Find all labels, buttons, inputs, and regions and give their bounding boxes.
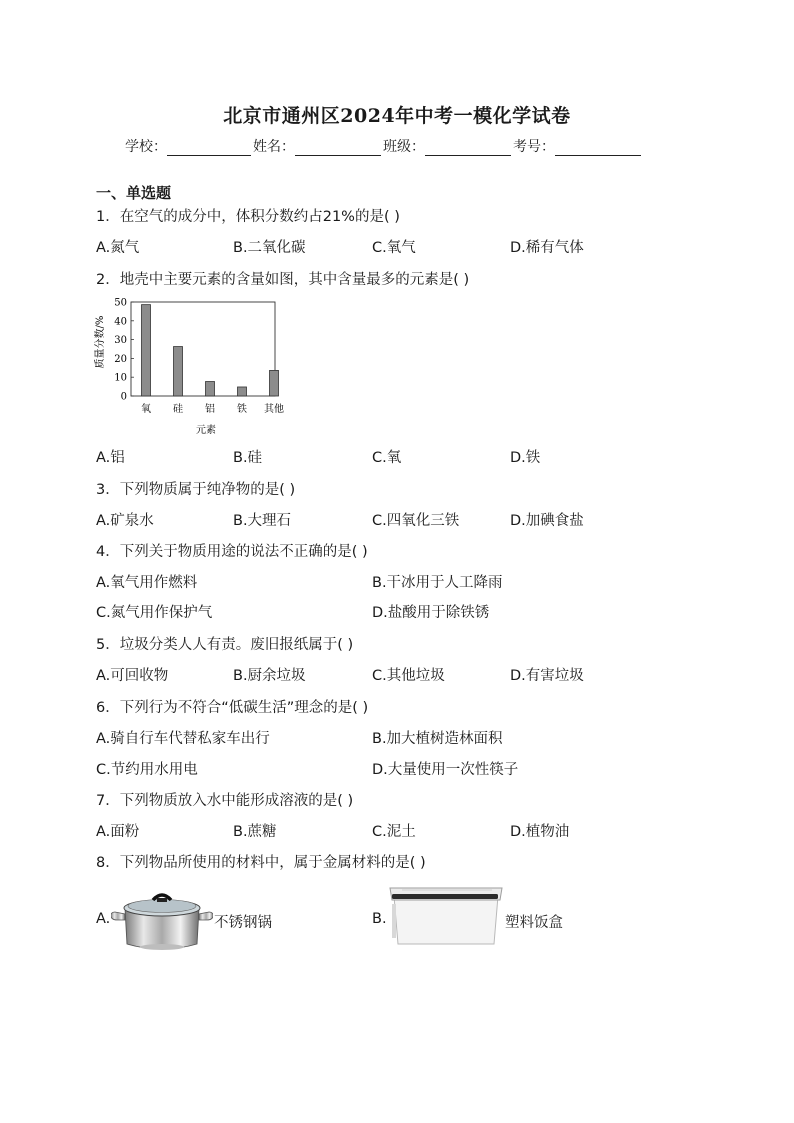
class-blank[interactable] [425,141,511,156]
y-tick-label: 20 [114,353,127,365]
chart-ylabel: 质量分数/% [95,315,106,369]
q5-option-b[interactable]: B.厨余垃圾 [233,668,306,684]
y-tick-label: 0 [120,391,127,403]
q5-option-c[interactable]: C.其他垃圾 [372,668,445,684]
q3-option-c[interactable]: C.四氧化三铁 [372,513,460,529]
exam-no-blank[interactable] [555,141,641,156]
q7-option-c[interactable]: C.泥土 [372,824,416,840]
y-tick-label: 10 [114,372,127,384]
q8-option-b-caption: 塑料饭盒 [505,915,563,931]
q5-option-d[interactable]: D.有害垃圾 [510,668,584,684]
name-blank[interactable] [295,141,381,156]
question-5-stem: 5．垃圾分类人人有责。废旧报纸属于( ) [96,637,354,653]
question-4-stem: 4．下列关于物质用途的说法不正确的是( ) [96,544,368,560]
plastic-lunchbox-image [388,882,504,948]
x-tick-label: 氧 [141,404,151,415]
question-8-stem: 8．下列物品所使用的材料中，属于金属材料的是( ) [96,855,426,871]
q4-option-a[interactable]: A.氧气用作燃料 [96,575,198,591]
q3-option-b[interactable]: B.大理石 [233,513,292,529]
question-2-stem: 2．地壳中主要元素的含量如图，其中含量最多的元素是( ) [96,272,470,288]
y-tick-label: 50 [114,297,127,309]
q4-option-b[interactable]: B.干冰用于人工降雨 [372,575,503,591]
q7-option-d[interactable]: D.植物油 [510,824,570,840]
q1-option-b[interactable]: B.二氧化碳 [233,240,306,256]
exam-title: 北京市通州区2024年中考一模化学试卷 [223,105,571,127]
y-tick-label: 30 [114,335,127,347]
q1-option-d[interactable]: D.稀有气体 [510,240,584,256]
q4-option-d[interactable]: D.盐酸用于除铁锈 [372,605,490,621]
stainless-pot-image [111,878,213,958]
bar-4 [270,370,279,396]
school-label: 学校： [125,139,167,155]
q8-option-a[interactable]: A. [96,911,111,927]
bar-2 [206,382,215,396]
question-7-stem: 7．下列物质放入水中能形成溶液的是( ) [96,793,354,809]
q3-option-a[interactable]: A.矿泉水 [96,513,154,529]
q2-option-c[interactable]: C.氧 [372,450,402,466]
name-label: 姓名： [253,139,295,155]
question-6-stem: 6．下列行为不符合“低碳生活”理念的是( ) [96,700,369,716]
x-tick-label: 铝 [205,404,215,415]
bar-0 [142,305,151,396]
q2-option-a[interactable]: A.铝 [96,450,125,466]
bar-3 [238,387,247,396]
x-tick-label: 其他 [264,404,284,415]
q6-option-d[interactable]: D.大量使用一次性筷子 [372,762,519,778]
q4-option-c[interactable]: C.氮气用作保护气 [96,605,213,621]
chart-x-ticks [141,402,284,415]
element-content-chart [90,292,290,440]
q6-option-a[interactable]: A.骑自行车代替私家车出行 [96,731,270,747]
y-tick-label: 40 [114,316,127,328]
q7-option-a[interactable]: A.面粉 [96,824,140,840]
q8-option-b[interactable]: B. [372,911,387,927]
question-3-stem: 3．下列物质属于纯净物的是( ) [96,482,296,498]
school-blank[interactable] [167,141,251,156]
exam-no-label: 考号： [513,139,555,155]
q6-option-b[interactable]: B.加大植树造林面积 [372,731,503,747]
q2-option-b[interactable]: B.硅 [233,450,263,466]
q1-option-a[interactable]: A.氮气 [96,240,140,256]
chart-axes [131,302,275,396]
chart-frame [131,302,275,396]
x-tick-label: 铁 [237,404,247,415]
q2-option-d[interactable]: D.铁 [510,450,541,466]
chart-xlabel: 元素 [196,425,216,436]
class-label: 班级： [383,139,425,155]
q8-option-a-caption: 不锈钢锅 [214,915,272,931]
q7-option-b[interactable]: B.蔗糖 [233,824,277,840]
q1-option-c[interactable]: C.氧气 [372,240,416,256]
x-tick-label: 硅 [173,404,183,415]
q3-option-d[interactable]: D.加碘食盐 [510,513,584,529]
question-1-stem: 1．在空气的成分中，体积分数约占21%的是( ) [96,209,400,225]
chart-bars [142,305,279,396]
section-title: 一、单选题 [96,184,172,202]
q6-option-c[interactable]: C.节约用水用电 [96,762,198,778]
student-info-line [125,136,643,156]
bar-1 [174,347,183,396]
q5-option-a[interactable]: A.可回收物 [96,668,169,684]
